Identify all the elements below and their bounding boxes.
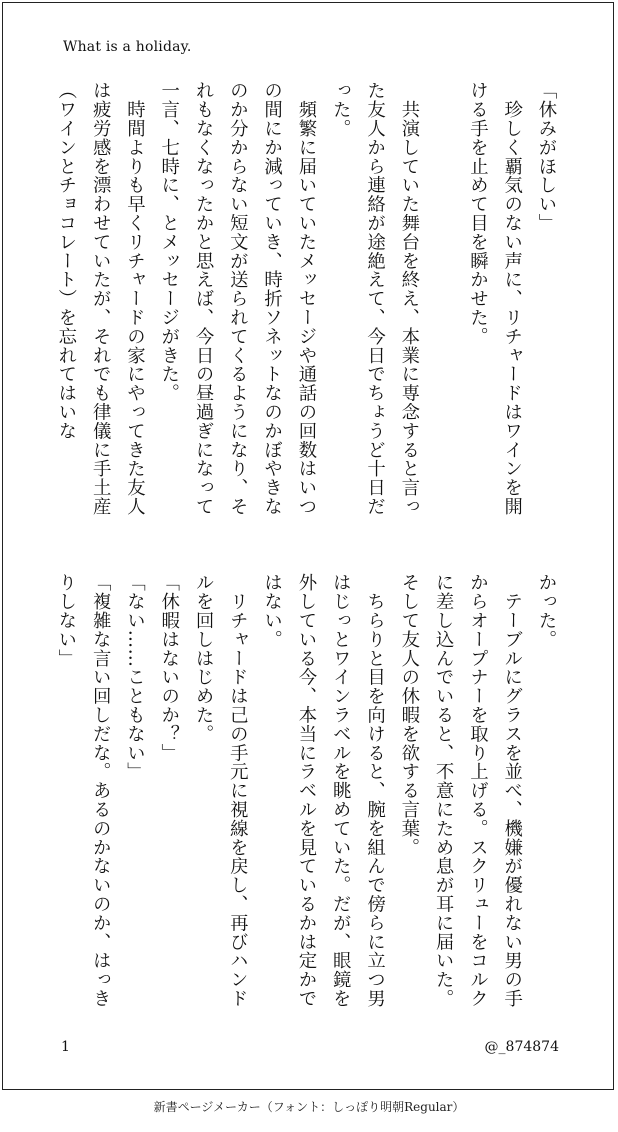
paragraph: テーブルにグラスを並べ、機嫌が優れない男の手からオープナーを取り上げる。スクリューをコルクに差し込んでいると、不意にため息が耳に届いた。そして友人の休暇を欲する言葉。 — [398, 573, 523, 1008]
paragraph: 「ない……こともない」 — [124, 573, 146, 781]
paragraph: 珍しく覇気のない声に、リチャードはワインを開ける手を止めて目を瞬かせた。 — [467, 81, 523, 516]
paragraph: 「複雑な言い回しだな。あるのかないのか、はっきりしない」 — [55, 573, 112, 1008]
paragraph: 「休暇はないのか？」 — [158, 573, 180, 762]
page-number: 1 — [61, 1039, 70, 1055]
paragraph: 「休みがほしい」 — [536, 81, 557, 233]
paragraph: リチャードは己の手元に視線を戻し、再びハンドルを回しはじめた。 — [193, 573, 249, 1008]
paragraph: 時間よりも早くリチャードの家にやってきた友人は疲労感を漂わせていたが、それでも律儀に手土産（ワインとチョコレート）を忘れてはいな — [55, 81, 146, 516]
paragraph: 頻繁に届いていたメッセージや通話の回数はいつの間にか減っていき、時折ソネットなのかぼやきなのか分からない短文が送られてくるようになり、それもなくなったかと思えば、今日の昼過ぎになって一言、七時に、とメッセージがきた。 — [158, 81, 317, 516]
paragraph: ちらりと目を向けると、腕を組んで傍らに立つ男はじっとワインラベルを眺めていた。だが、眼鏡を外している今、本当にラベルを見ているかは定かではない。 — [261, 573, 386, 1008]
text-block-top — [55, 81, 563, 523]
footer-credit: 新書ページメーカー（フォント：しっぽり明朝Regular） — [153, 1100, 465, 1114]
page-frame — [2, 2, 614, 1090]
paragraph: かった。 — [536, 573, 557, 649]
paragraph — [426, 81, 460, 523]
page-title: What is a holiday. — [63, 39, 192, 55]
author-handle: @_874874 — [484, 1039, 559, 1055]
text-block-bottom — [55, 573, 563, 1015]
paragraph: 共演していた舞台を終え、本業に専念すると言った友人から連絡が途絶えて、今日でちょうど十日だった。 — [330, 81, 420, 516]
